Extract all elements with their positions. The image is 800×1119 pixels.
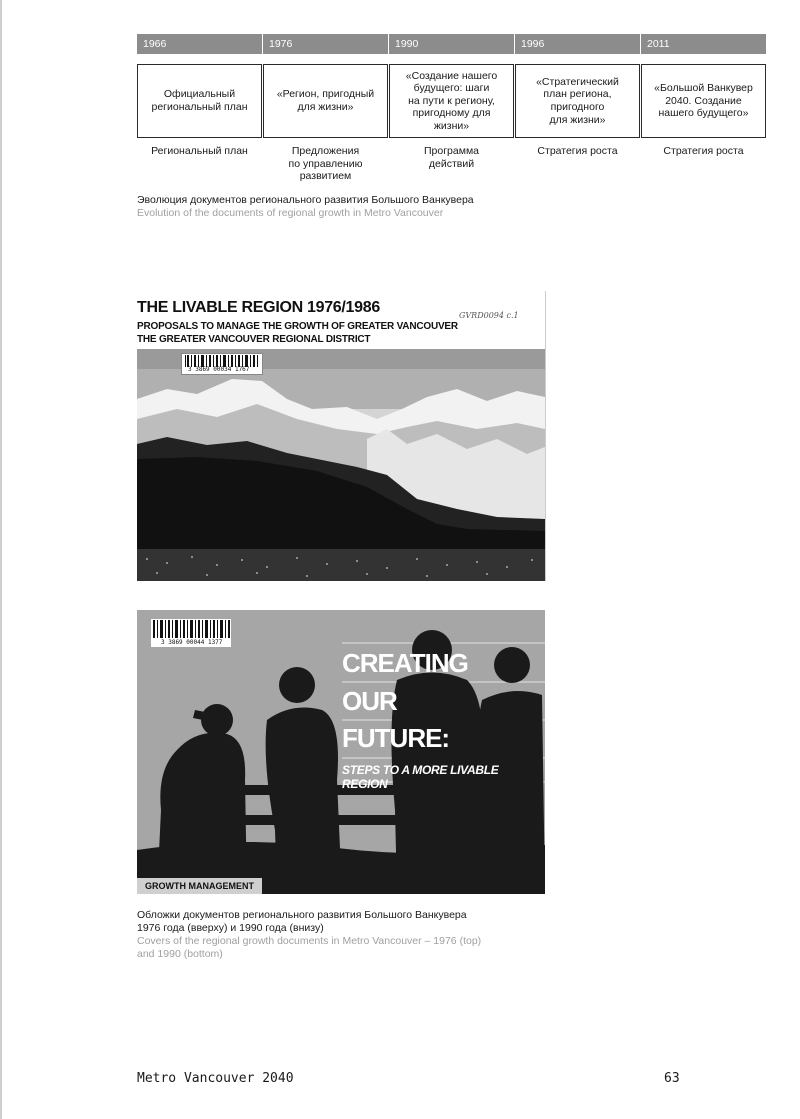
timeline-document-type: Программа действий bbox=[423, 145, 479, 170]
timeline-document-title: «Большой Ванкувер 2040. Создание нашего будущего» bbox=[641, 64, 766, 138]
timeline-document-type: Предложения по управлению развитием bbox=[288, 145, 363, 183]
cover-1976-title: THE LIVABLE REGION 1976/1986 bbox=[137, 299, 380, 316]
timeline-year: 1966 bbox=[137, 34, 262, 54]
page-number: 63 bbox=[664, 1071, 680, 1086]
caption-english: Evolution of the documents of regional growth in Metro Vancouver bbox=[137, 207, 444, 220]
handwritten-note: GVRD0094 c.1 bbox=[459, 311, 519, 320]
cover-1990-title-line-3: FUTURE: bbox=[342, 723, 450, 753]
timeline-year: 1996 bbox=[515, 34, 640, 54]
people-silhouettes bbox=[137, 610, 545, 894]
barcode-number: 3 3869 00044 1377 bbox=[161, 639, 223, 646]
documents-timeline bbox=[137, 34, 767, 184]
timeline-column bbox=[263, 34, 388, 183]
timeline-document-title: «Создание нашего будущего: шаги на пути к региону, пригодному для жизни» bbox=[389, 64, 514, 138]
caption-english: Covers of the regional growth documents in Metro Vancouver – 1976 (top) and 1990 (bottom) bbox=[137, 935, 482, 961]
growth-management-label: GROWTH MANAGEMENT bbox=[137, 878, 262, 894]
timeline-document-type: Региональный план bbox=[151, 145, 248, 157]
cover-1990-image bbox=[137, 610, 545, 894]
cover-1976-subtitle: PROPOSALS TO MANAGE THE GROWTH OF GREATER VANCOUVER bbox=[137, 321, 458, 332]
cover-1990-title-line-1: CREATING bbox=[342, 648, 468, 678]
running-footer-title: Metro Vancouver 2040 bbox=[137, 1071, 294, 1086]
timeline-column bbox=[389, 34, 514, 170]
timeline-year: 1976 bbox=[263, 34, 388, 54]
mountain-photo bbox=[137, 349, 545, 581]
timeline-year: 1990 bbox=[389, 34, 514, 54]
timeline-document-title: Официальный региональный план bbox=[137, 64, 262, 138]
timeline-column bbox=[137, 34, 262, 158]
page-edge-rule bbox=[0, 0, 2, 1119]
timeline-document-title: «Регион, пригодный для жизни» bbox=[263, 64, 388, 138]
timeline-document-title: «Стратегический план региона, пригодного для жизни» bbox=[515, 64, 640, 138]
cover-1990-subtitle: STEPS TO A MORE LIVABLE REGION bbox=[342, 763, 499, 791]
timeline-document-type: Стратегия роста bbox=[663, 145, 744, 157]
timeline-year: 2011 bbox=[641, 34, 766, 54]
barcode-label bbox=[181, 353, 263, 375]
cover-1976-image bbox=[137, 291, 546, 581]
timeline-column bbox=[641, 34, 766, 158]
timeline-caption bbox=[137, 194, 657, 220]
cover-1990-title-line-2: OUR bbox=[342, 686, 397, 716]
covers-caption bbox=[137, 909, 657, 962]
barcode-label bbox=[151, 619, 231, 647]
caption-russian: Обложки документов регионального развития Большого Ванкувера 1976 года (вверху) и 1990 года (внизу) bbox=[137, 909, 467, 935]
timeline-column bbox=[515, 34, 640, 158]
timeline-document-type: Стратегия роста bbox=[537, 145, 618, 157]
barcode-icon bbox=[151, 620, 231, 638]
cover-1976-publisher: THE GREATER VANCOUVER REGIONAL DISTRICT bbox=[137, 334, 371, 345]
barcode-number: 3 3869 00034 1767 bbox=[188, 366, 250, 373]
caption-russian: Эволюция документов регионального развития Большого Ванкувера bbox=[137, 194, 474, 206]
